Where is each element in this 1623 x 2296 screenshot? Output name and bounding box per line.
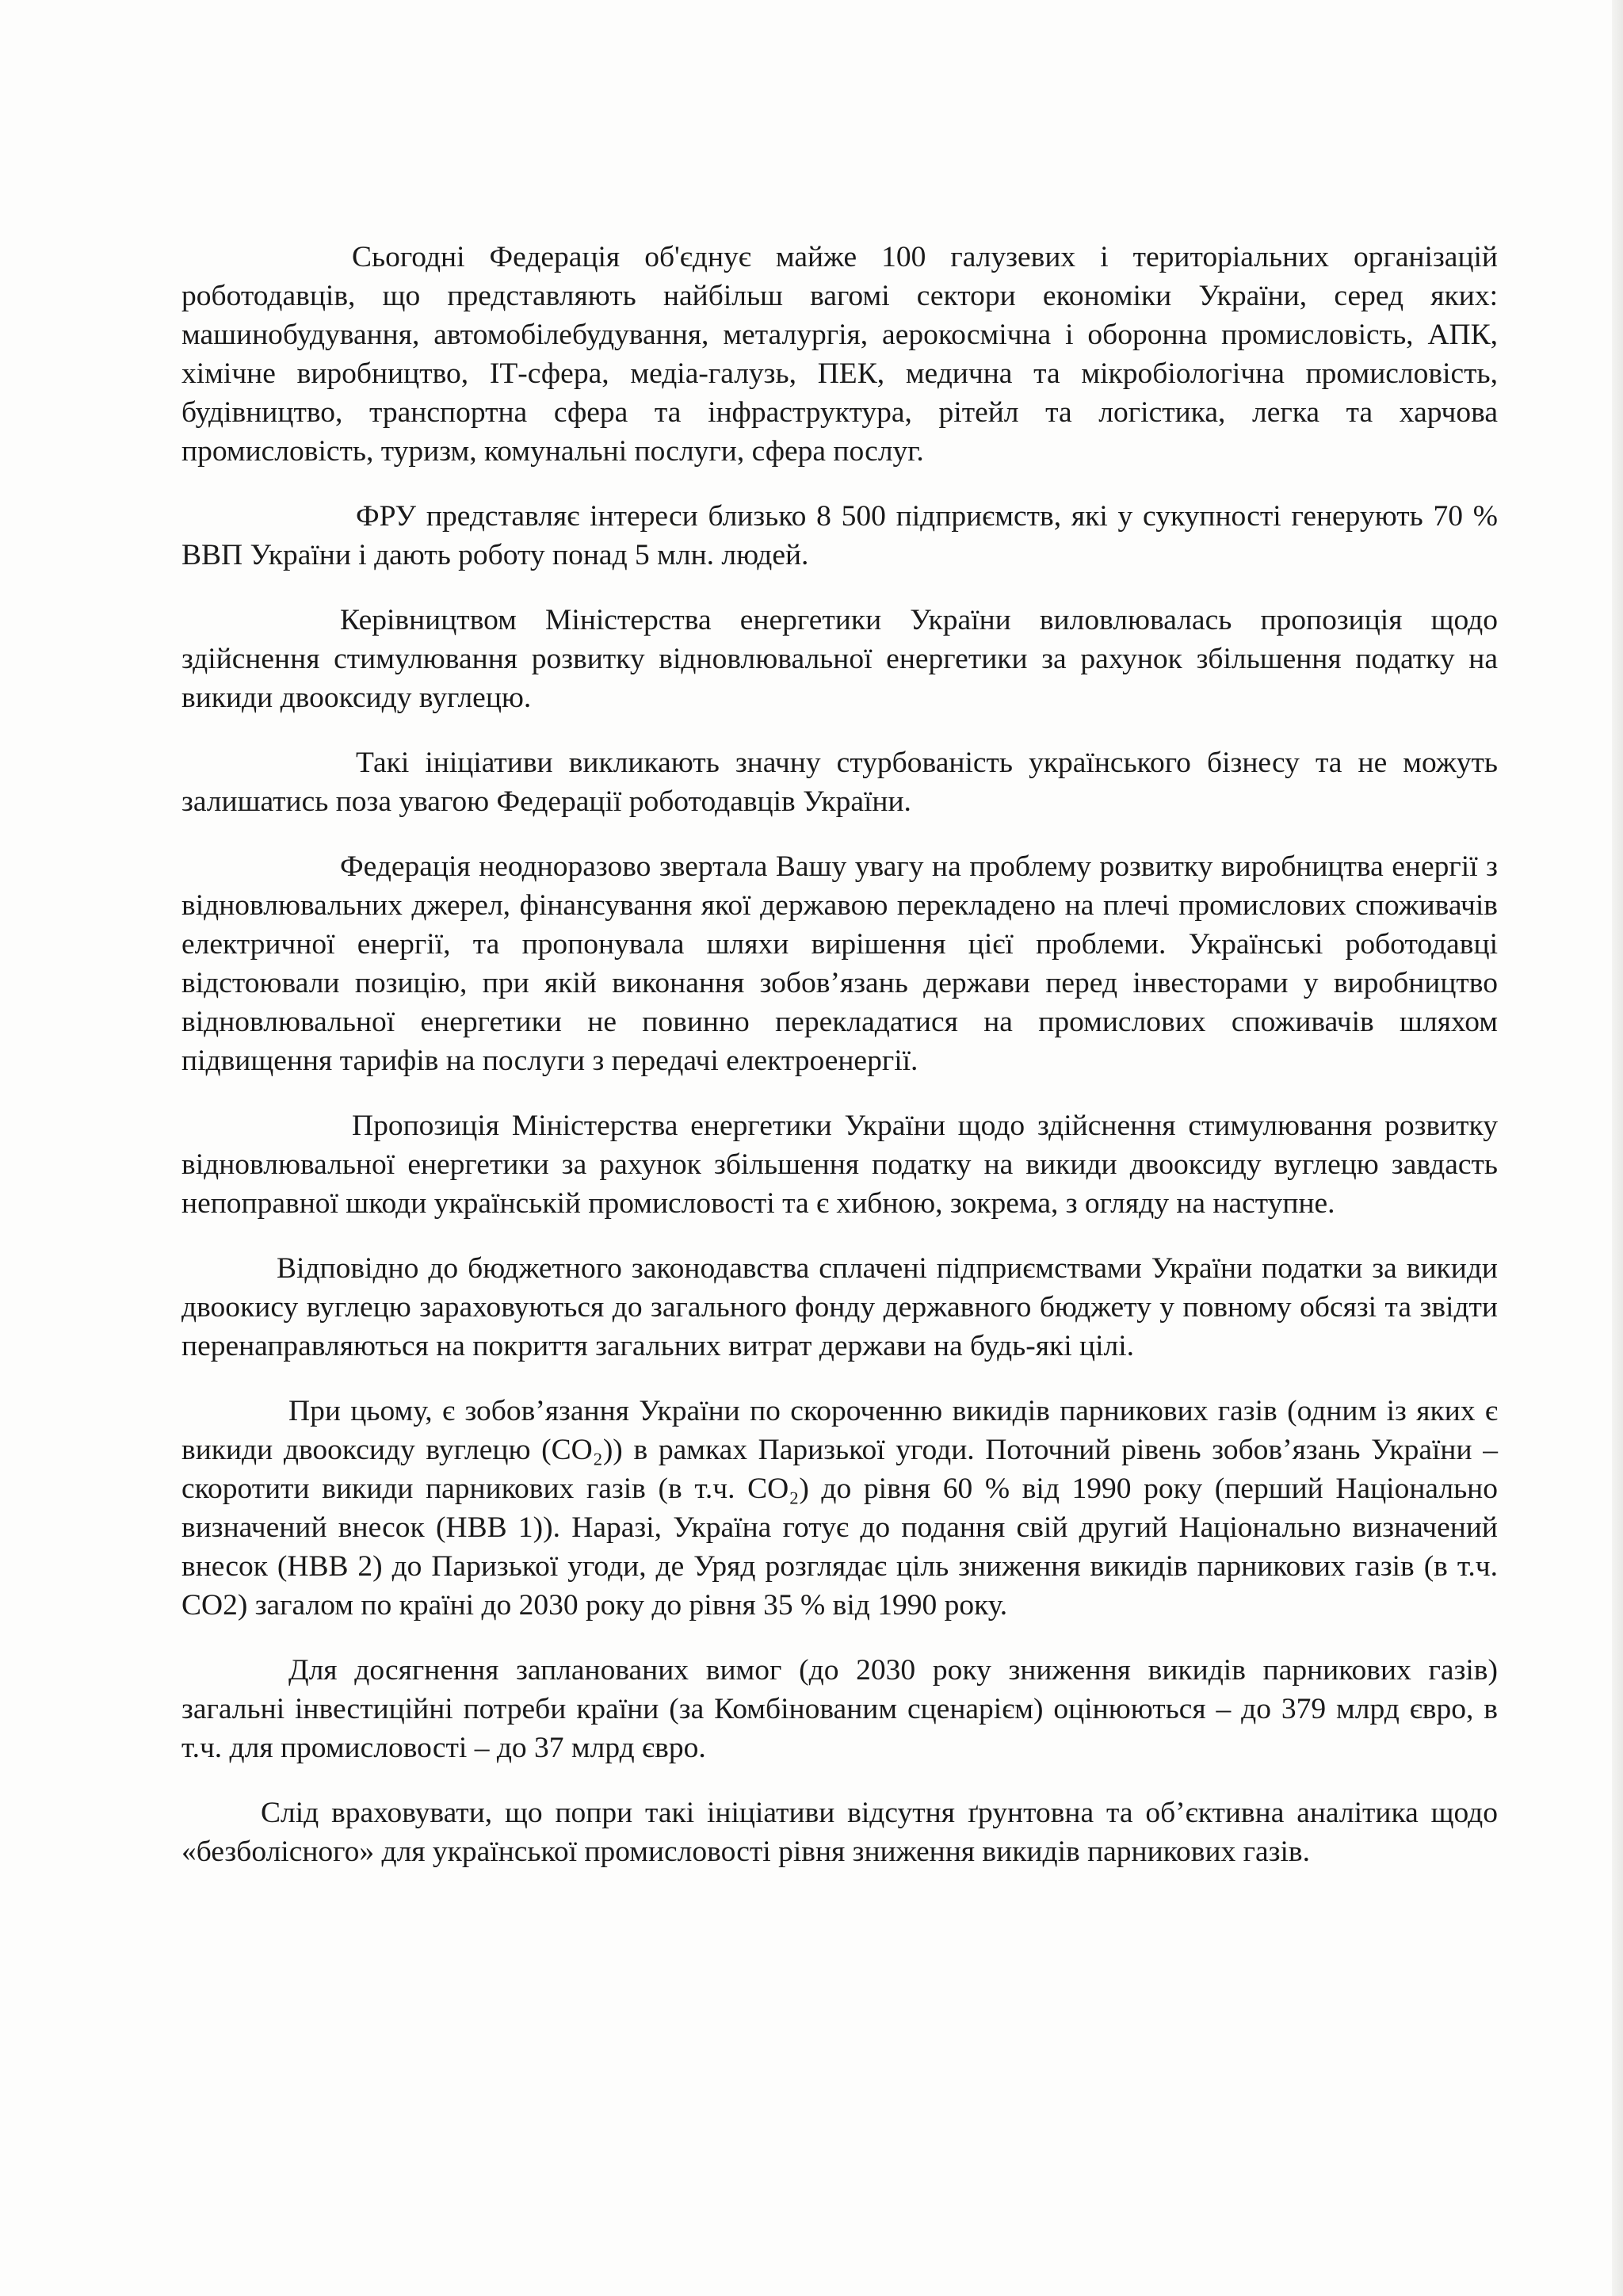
paragraph-proposal-harm: Пропозиція Міністерства енергетики України щодо здійснення стимулювання розвитку відновлювальної енергетики за рахунок збільшення податку на викиди двооксиду вуглецю завдасть непоправної шкоди українській промисловості та є хибною, зокрема, з огляду на наступне. [181,1110,1498,1220]
paragraph-initiatives-concern: Такі ініціативи викликають значну стурбованість українського бізнесу та не можуть залишатись поза увагою Федерації роботодавців України. [181,747,1498,818]
paragraph-analytics-absent: Слід враховувати, що попри такі ініціативи відсутня ґрунтовна та об’єктивна аналітика щодо «безболісного» для української промисловості рівня зниження викидів парникових газів. [181,1797,1498,1868]
paragraph-federation-overview: Сьогодні Федерація об'єднує майже 100 галузевих і територіальних організацій роботодавців, що представляють найбільш вагомі сектори економіки України, серед яких: машинобудування, автомобілебудування, металургія, аерокосмічна і оборонна промисловість, АПК, хімічне виробництво, ІТ-сфера, медіа-галузь, ПЕК, медична та мікробіологічна промисловість, будівництво, транспортна сфера та інфраструктура, рітейл та логістика, легка та харчова промисловість, туризм, комунальні послуги, сфера послуг. [181,241,1498,468]
paragraph-renewable-financing: Федерація неодноразово звертала Вашу увагу на проблему розвитку виробництва енергії з відновлювальних джерел, фінансування якої державою перекладено на плечі промислових споживачів електричної енергії, та пропонувала шляхи вирішення цієї проблеми. Українські роботодавці відстоювали позицію, при якій виконання зобов’язань держави перед інвесторами у виробництво відновлювальної енергетики не повинно перекладатися на промислових споживачів шляхом підвищення тарифів на послуги з передачі електроенергії. [181,850,1498,1077]
paragraph-ministry-proposal: Керівництвом Міністерства енергетики України виловлювалась пропозиція щодо здійснення стимулювання розвитку відновлювальної енергетики за рахунок збільшення податку на викиди двооксиду вуглецю. [181,604,1498,714]
paragraph-fru-represents: ФРУ представляє інтереси близько 8 500 підприємств, які у сукупності генерують 70 % ВВП України і дають роботу понад 5 млн. людей. [181,500,1498,571]
paragraph-paris-agreement: При цьому, є зобов’язання України по скороченню викидів парникових газів (одним із яких є викиди двооксиду вуглецю (CO₂)) в рамках Паризької угоди. Поточний рівень зобов’язань України – скоротити викиди парникових газів (в т.ч. CO₂) до рівня 60 % від 1990 року (перший Національно визначений внесок (НВВ 1)). Наразі, Україна готує до подання свій другий Національно визначений внесок (НВВ 2) до Паризької угоди, де Уряд розглядає ціль зниження викидів парникових газів (в т.ч. CO2) загалом по країні до 2030 року до рівня 35 % від 1990 року. [181,1395,1498,1622]
page-edge-shadow [1612,0,1623,2296]
letter-body [181,238,1498,1897]
paragraph-budget-legislation: Відповідно до бюджетного законодавства сплачені підприємствами України податки за викиди двоокису вуглецю зараховуються до загального фонду державного бюджету у повному обсязі та звідти перенаправляються на покриття загальних витрат держави на будь-які цілі. [181,1252,1498,1362]
paragraph-investment-needs: Для досягнення запланованих вимог (до 2030 року зниження викидів парникових газів) загальні інвестиційні потреби країни (за Комбінованим сценарієм) оцінюються – до 379 млрд євро, в т.ч. для промисловості – до 37 млрд євро. [181,1654,1498,1764]
